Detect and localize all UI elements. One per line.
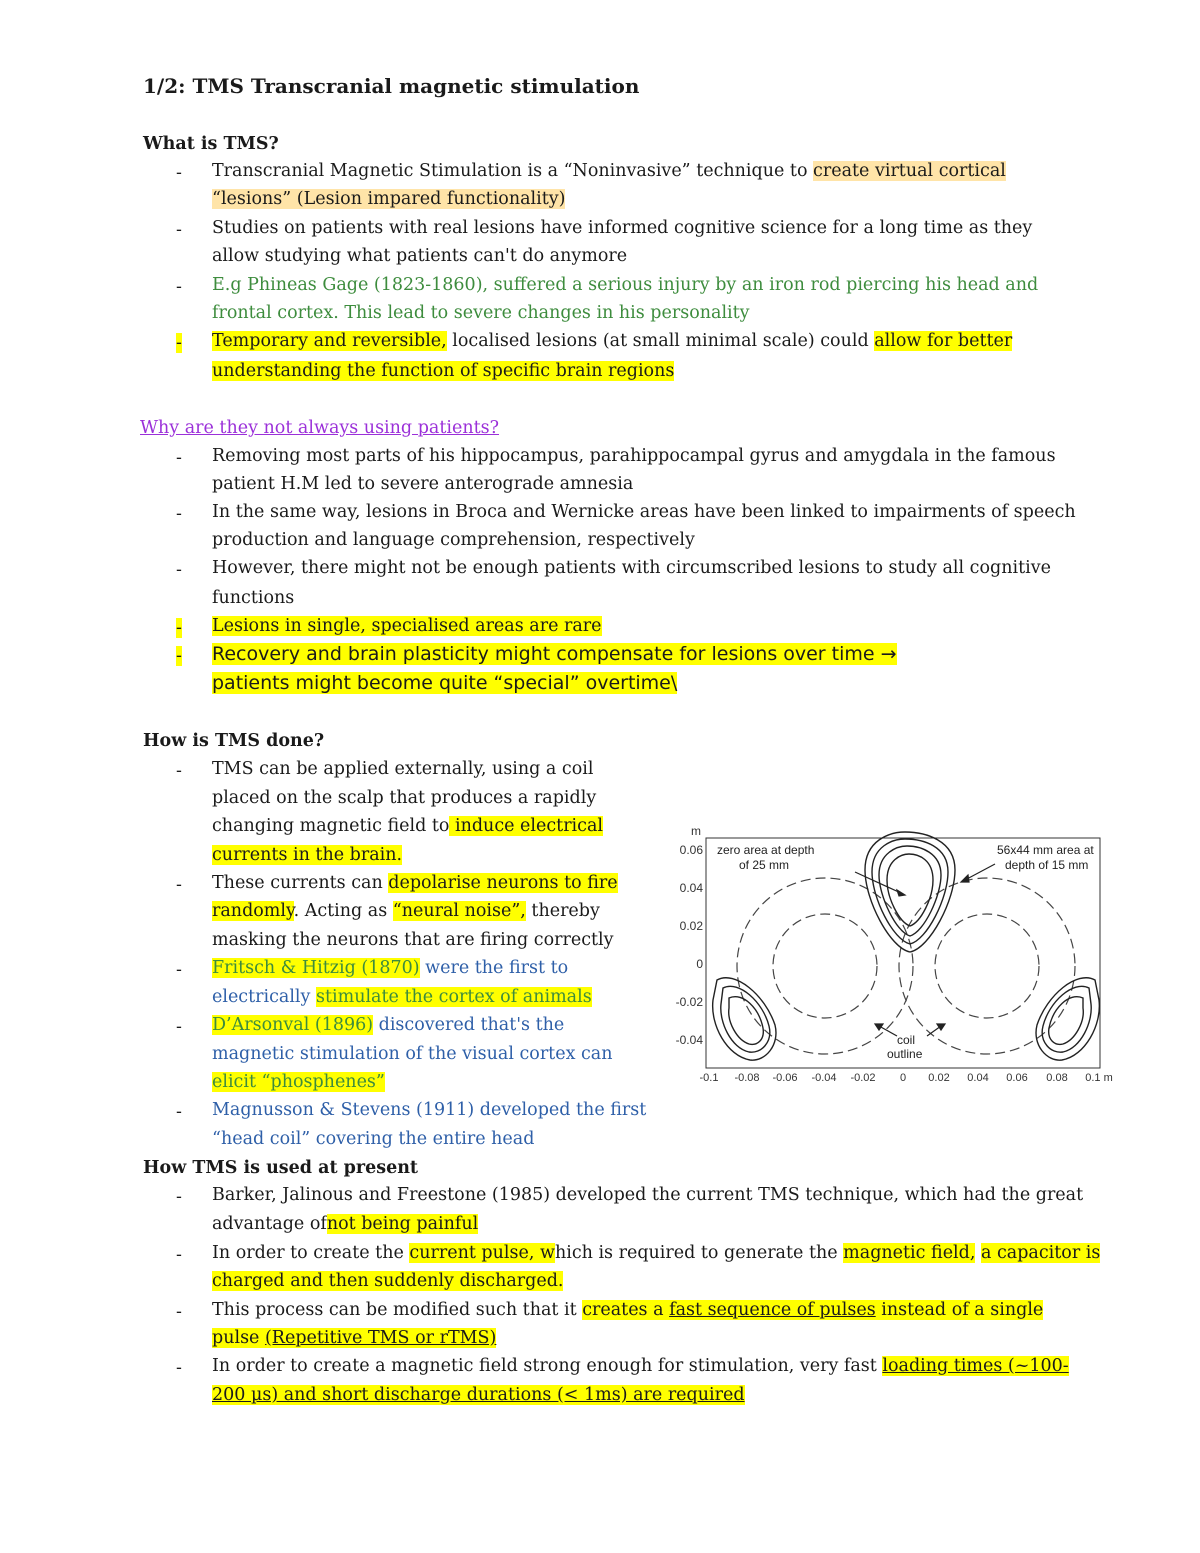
highlight: instead of a single <box>875 1300 1044 1320</box>
coil-field-figure <box>665 820 1120 1090</box>
bullet-dash: - <box>176 1102 182 1122</box>
highlight: Recovery and brain plasticity might compensate for lesions over time → <box>212 643 897 665</box>
y-tick: 0.02 <box>679 919 703 933</box>
text: . Acting as <box>293 901 393 921</box>
y-tick: 0.04 <box>679 881 703 895</box>
s3-bullet-1-line-1: TMS can be applied externally, using a coil <box>212 759 594 779</box>
coil-label: coil <box>897 1033 916 1047</box>
text: In order to create the <box>212 1243 410 1263</box>
highlight: patients might become quite “special” overtime\ <box>212 672 678 694</box>
bullet-dash: - <box>176 1302 182 1322</box>
arrow-line <box>965 864 995 880</box>
highlight: elicit “phosphenes” <box>212 1072 385 1092</box>
bullet-dash: - <box>176 618 182 638</box>
s3-bullet-1-line-2: placed on the scalp that produces a rapidly <box>212 788 597 808</box>
s2-bullet-2-line-1: In the same way, lesions in Broca and Wernicke areas have been linked to impairments of speech <box>212 502 1076 522</box>
bullet-dash: - <box>176 1017 182 1037</box>
s2-bullet-2-line-2: production and language comprehension, respectively <box>212 530 695 550</box>
highlight: create virtual cortical <box>813 161 1006 181</box>
s2-bullet-4-line-1 <box>212 616 602 636</box>
heading-what-is-tms: What is TMS? <box>143 134 279 154</box>
x-tick: 0.04 <box>967 1072 989 1084</box>
text: electrically <box>212 987 316 1007</box>
s3-bullet-4-line-3 <box>212 1072 385 1092</box>
highlight: fast sequence of pulses <box>669 1300 876 1320</box>
bullet-dash: - <box>176 560 182 580</box>
bullet-dash: - <box>176 875 182 895</box>
text: discovered that's the <box>373 1015 565 1035</box>
highlight: “neural noise”, <box>392 901 526 921</box>
highlight: D’Arsonval (1896) <box>212 1015 374 1035</box>
highlight: pulse <box>212 1328 265 1348</box>
y-tick: -0.02 <box>675 995 703 1009</box>
s4-bullet-4-line-1 <box>212 1356 1069 1376</box>
s1-bullet-2-line-1: Studies on patients with real lesions have informed cognitive science for a long time as they <box>212 218 1033 238</box>
text: These currents can <box>212 873 389 893</box>
bullet-dash: - <box>176 646 182 666</box>
text: In order to create a magnetic field strong enough for stimulation, very fast <box>212 1356 883 1376</box>
s2-bullet-5-line-1 <box>212 643 897 665</box>
highlight: creates a <box>582 1300 670 1320</box>
highlight: Temporary and reversible, <box>212 331 447 351</box>
coil-label: outline <box>887 1047 923 1061</box>
annotation-area-15mm: depth of 15 mm <box>1005 858 1089 872</box>
x-tick: 0.08 <box>1046 1072 1068 1084</box>
bullet-dash: - <box>176 277 182 297</box>
s1-bullet-1-line-2 <box>212 189 565 209</box>
y-tick: -0.04 <box>675 1033 703 1047</box>
highlight: “lesions” (Lesion impared functionality) <box>212 189 566 209</box>
s3-bullet-2-line-1 <box>212 873 618 893</box>
highlight: charged and then suddenly discharged. <box>212 1271 564 1291</box>
highlight: stimulate the cortex of animals <box>315 987 592 1007</box>
bullet-dash: - <box>176 761 182 781</box>
y-tick: 0.06 <box>679 843 703 857</box>
s4-bullet-2-line-1 <box>212 1243 1100 1263</box>
highlight: not being painful <box>326 1214 479 1234</box>
s3-bullet-5-line-1: Magnusson & Stevens (1911) developed the first <box>212 1100 647 1120</box>
bullet-dash: - <box>176 163 182 183</box>
bullet-dash: - <box>176 960 182 980</box>
highlight: understanding the function of specific brain regions <box>212 361 675 381</box>
coil-inner-right <box>935 914 1039 1018</box>
s3-bullet-2-line-3: masking the neurons that are firing correctly <box>212 930 614 950</box>
x-tick: 0.06 <box>1006 1072 1028 1084</box>
arrow-head <box>897 890 905 896</box>
bullet-dash: - <box>176 504 182 524</box>
page-title: 1/2: TMS Transcranial magnetic stimulation <box>143 74 640 98</box>
highlight: Lesions in single, specialised areas are rare <box>212 616 602 636</box>
text: changing magnetic field to <box>212 816 450 836</box>
annotation-zero-area: zero area at depth <box>717 843 815 857</box>
annotation-area-15mm: 56x44 mm area at <box>997 843 1094 857</box>
bullet-dash: - <box>176 1245 182 1265</box>
s3-bullet-4-line-1 <box>212 1015 564 1035</box>
s1-bullet-4-line-1 <box>212 331 1012 351</box>
s3-bullet-4-line-2: magnetic stimulation of the visual cortex can <box>212 1044 613 1064</box>
s2-bullet-3-line-2: functions <box>212 588 295 608</box>
s3-bullet-1-line-3 <box>212 816 603 836</box>
highlight: magnetic field, <box>843 1243 976 1263</box>
s4-bullet-2-line-2 <box>212 1271 563 1291</box>
highlight: loading times (~100- <box>882 1356 1069 1376</box>
y-tick: 0 <box>696 957 703 971</box>
highlight: Fritsch & Hitzig (1870) <box>212 958 420 978</box>
x-tick: -0.04 <box>811 1072 837 1084</box>
highlight: a capacitor is <box>981 1243 1101 1263</box>
s2-bullet-1-line-1: Removing most parts of his hippocampus, parahippocampal gyrus and amygdala in the famous <box>212 446 1056 466</box>
text: Transcranial Magnetic Stimulation is a “Noninvasive” technique to <box>212 161 814 181</box>
x-unit-label: 0.1 m <box>1085 1072 1113 1084</box>
s3-bullet-3-line-1 <box>212 958 568 978</box>
s3-bullet-1-line-4 <box>212 845 402 865</box>
s1-bullet-4-line-2 <box>212 361 674 381</box>
highlight: 200 µs) and short discharge durations (< 1ms) are required <box>212 1385 745 1405</box>
text: hich is required to generate the <box>554 1243 844 1263</box>
arrow-head <box>961 875 969 882</box>
heading-how-is-tms-done: How is TMS done? <box>143 731 325 751</box>
arrow-head <box>937 1024 945 1030</box>
s1-bullet-1-line-1 <box>212 161 1006 181</box>
text: were the first to <box>419 958 569 978</box>
y-unit-label: m <box>691 824 701 838</box>
s4-bullet-4-line-2 <box>212 1385 745 1405</box>
s3-bullet-5-line-2: “head coil” covering the entire head <box>212 1129 535 1149</box>
s2-bullet-5-line-2 <box>212 672 677 694</box>
x-tick: -0.06 <box>772 1072 798 1084</box>
highlight: randomly <box>212 901 294 921</box>
s4-bullet-1-line-2 <box>212 1214 478 1234</box>
highlight: (Repetitive TMS or rTMS) <box>264 1328 497 1348</box>
x-tick: -0.08 <box>734 1072 760 1084</box>
s4-bullet-1-line-1: Barker, Jalinous and Freestone (1985) developed the current TMS technique, which had the great <box>212 1185 1084 1205</box>
s4-bullet-3-line-1 <box>212 1300 1043 1320</box>
heading-tms-at-present: How TMS is used at present <box>143 1158 419 1178</box>
bullet-dash: - <box>176 333 182 353</box>
heading-why-not-patients: Why are they not always using patients? <box>140 418 499 438</box>
contour-center <box>872 839 948 944</box>
text: This process can be modified such that it <box>212 1300 583 1320</box>
annotation-zero-area: of 25 mm <box>739 858 790 872</box>
s3-bullet-3-line-2 <box>212 987 592 1007</box>
bullet-dash: - <box>176 220 182 240</box>
bullet-dash: - <box>176 1187 182 1207</box>
coil-inner-left <box>773 914 877 1018</box>
highlight: currents in the brain. <box>212 845 403 865</box>
text: thereby <box>525 901 600 921</box>
x-tick: -0.1 <box>699 1072 719 1084</box>
bullet-dash: - <box>176 448 182 468</box>
highlight: induce electrical <box>449 816 603 836</box>
x-tick: -0.02 <box>850 1072 876 1084</box>
s1-bullet-3-line-1: E.g Phineas Gage (1823-1860), suffered a serious injury by an iron rod piercing his head and <box>212 275 1039 295</box>
s1-bullet-2-line-2: allow studying what patients can't do anymore <box>212 246 628 266</box>
highlight: allow for better <box>874 331 1013 351</box>
bullet-dash: - <box>176 1358 182 1378</box>
x-tick: 0.02 <box>928 1072 950 1084</box>
highlight: depolarise neurons to fire <box>388 873 618 893</box>
x-tick: 0 <box>899 1072 907 1084</box>
s2-bullet-1-line-2: patient H.M led to severe anterograde amnesia <box>212 474 634 494</box>
highlight: current pulse, w <box>409 1243 555 1263</box>
text: advantage of <box>212 1214 327 1234</box>
s3-bullet-2-line-2 <box>212 901 600 921</box>
s1-bullet-3-line-2: frontal cortex. This lead to severe changes in his personality <box>212 303 750 323</box>
s2-bullet-3-line-1: However, there might not be enough patients with circumscribed lesions to study all cognitive <box>212 558 1051 578</box>
s4-bullet-3-line-2 <box>212 1328 496 1348</box>
text: localised lesions (at small minimal scale) could <box>446 331 875 351</box>
